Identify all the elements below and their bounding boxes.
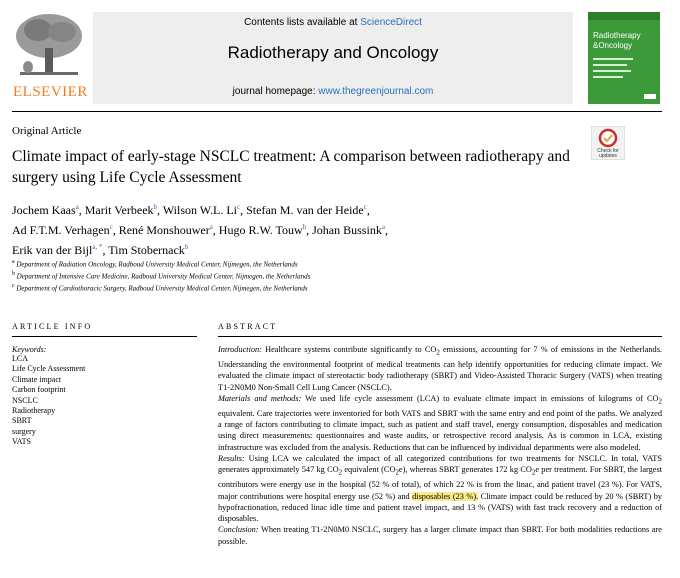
keyword-item: NSCLC <box>12 395 38 405</box>
affiliation-item <box>12 270 532 282</box>
results-text-c: e), whereas SBRT generates 172 kg CO <box>398 465 532 475</box>
homepage-prefix: journal homepage: <box>232 86 319 97</box>
check-label-2: updates <box>599 153 617 159</box>
article-info-heading: ARTICLE INFO <box>12 322 93 331</box>
sub-2: 2 <box>531 469 536 477</box>
affiliation-item <box>12 282 532 294</box>
intro-label: Introduction: <box>218 345 262 354</box>
intro-text-a: Healthcare systems contribute significantly to CO <box>261 345 437 354</box>
elsevier-tree-logo <box>12 10 86 82</box>
conclusion-text: When treating T1-2N0M0 NSCLC, surgery has a larger climate impact than SBRT. For both modalities reductions are possible. <box>218 525 662 546</box>
cover-title-2: &Oncology <box>593 41 633 50</box>
keyword-item: SBRT <box>12 416 32 426</box>
author-name[interactable]: Marit Verbeek <box>84 203 154 217</box>
keyword-item: Radiotherapy <box>12 406 56 416</box>
author-name[interactable]: Erik van der Bijl <box>12 243 93 257</box>
keyword-item: Carbon footprint <box>12 385 66 395</box>
keyword-list <box>12 354 85 448</box>
homepage-line <box>93 86 573 97</box>
cover-title-1: Radiotherapy <box>593 31 641 40</box>
methods-text-a: We used life cycle assessment (LCA) to evaluate climate impact in emissions of kilograms of CO <box>301 393 659 403</box>
methods-text-b: equivalent. Care trajectories were inventoried for both VATS and SBRT with the same entry and end point of the paths. We analyzed a range of factors contributing to climate impact, such as patient and staff travel, energy consumption, disposables and medication using direct measurements: questionnaires and waste audits, or retrospective record analysis. As is common in LCA, existing infrastructure was excluded from the analysis. Reductions that can be influenced by individual departments were also modeled. <box>218 408 662 452</box>
results-label: Results: <box>218 453 245 463</box>
author-name[interactable]: Wilson W.L. Li <box>162 203 238 217</box>
author-affiliation-mark[interactable]: b <box>184 243 189 251</box>
author-affiliation-mark[interactable]: a <box>75 203 79 211</box>
abstract-methods <box>218 393 662 453</box>
author-affiliation-mark[interactable]: c <box>109 223 113 231</box>
author-name[interactable]: Tim Stobernack <box>108 243 185 257</box>
results-text-d: e per treatment. For SBRT, the largest contributors were energy use in the hospital (52 % of total), of which 22 % is from the linac, and patient travel (23 %). For VATS, major contributions were hospital energy use (52 %) and <box>218 465 662 501</box>
author-name[interactable]: Jochem Kaas <box>12 203 76 217</box>
abstract-introduction <box>218 344 662 393</box>
article-title: Climate impact of early-stage NSCLC treatment: A comparison between radiotherapy and surgery using Life Cycle Assessment <box>12 148 570 186</box>
article-type: Original Article <box>12 125 82 137</box>
journal-name: Radiotherapy and Oncology <box>227 43 439 62</box>
header-divider <box>12 111 662 112</box>
author-name[interactable]: Stefan M. van der Heide <box>246 203 364 217</box>
keyword-item: LCA <box>12 354 28 363</box>
contents-prefix: Contents lists available at <box>244 17 361 28</box>
affiliation-label: b <box>12 270 15 277</box>
author-affiliation-mark[interactable]: c <box>237 203 241 211</box>
sub-2: 2 <box>658 398 662 406</box>
keywords-label: Keywords: <box>12 345 47 354</box>
sciencedirect-link[interactable]: ScienceDirect <box>360 17 422 28</box>
intro-text-b: emissions, accounting for 7 % of emissions in the Netherlands. Understanding the environmental footprint of medical treatments can help identify opportunities for reducing climate impact. We evaluated the climate impact of stereotactic body radiotherapy (SBRT) and Video-Assisted Thoracic Surgery (VATS) when treating T1-2N0M0 Non-Small Cell Lung Cancer (NSCLC). <box>218 345 662 392</box>
affiliation-text: Department of Intensive Care Medicine, Radboud University Medical Center, Nijmegen, the Netherlands <box>14 272 311 281</box>
author-name[interactable]: Ad F.T.M. Verhagen <box>12 223 110 237</box>
abstract-conclusion <box>218 524 662 547</box>
affiliation-item <box>12 258 532 270</box>
sub-2: 2 <box>395 469 399 477</box>
abstract-body <box>218 344 662 547</box>
keyword-item: Life Cycle Assessment <box>12 364 86 374</box>
results-text-b: equivalent (CO <box>342 465 396 475</box>
affiliation-label: c <box>12 282 15 289</box>
elsevier-wordmark: ELSEVIER <box>13 84 88 100</box>
author-affiliation-mark[interactable]: a <box>381 223 385 231</box>
sub-2: 2 <box>338 469 343 477</box>
highlighted-disposables: disposables (23 %). <box>412 491 479 501</box>
author-affiliation-mark[interactable]: b <box>153 203 158 211</box>
abstract-heading: ABSTRACT <box>218 322 278 331</box>
conclusion-label: Conclusion: <box>218 525 259 535</box>
check-label-1: Check for <box>597 148 619 154</box>
affiliation-text: Department of Radiation Oncology, Radboud University Medical Center, Nijmegen, the Netherlands <box>14 260 298 269</box>
author-affiliation-mark[interactable]: a <box>209 223 213 231</box>
methods-label: Materials and methods: <box>218 393 302 403</box>
homepage-link[interactable]: www.thegreenjournal.com <box>318 86 434 97</box>
keyword-item: Climate impact <box>12 374 62 384</box>
keyword-item: VATS <box>12 437 31 447</box>
journal-cover-thumbnail[interactable] <box>588 12 660 104</box>
abstract-divider <box>218 336 662 337</box>
author-affiliation-mark[interactable]: c <box>363 203 367 211</box>
results-text-a: Using LCA we calculated the impact of all categorized contributions for two treatments for NSCLC. In total, VATS generates approximately 547 kg CO <box>218 453 662 475</box>
article-info-divider <box>12 336 197 337</box>
check-for-updates-badge[interactable] <box>591 126 625 160</box>
author-name[interactable]: Hugo R.W. Touw <box>218 223 303 237</box>
affiliation-text: Department of Cardiothoracic Surgery, Radboud University Medical Center, Nijmegen, the Netherlands <box>14 284 308 293</box>
keyword-item: surgery <box>12 426 36 436</box>
author-name[interactable]: Johan Bussink <box>312 223 382 237</box>
sub-2: 2 <box>436 349 440 357</box>
affiliation-list <box>12 258 532 294</box>
affiliation-label: a <box>12 259 15 265</box>
author-name[interactable]: René Monshouwer <box>118 223 210 237</box>
author-affiliation-mark[interactable]: a, * <box>92 243 103 251</box>
contents-line <box>93 17 573 28</box>
results-text-e: Climate impact could be reduced by 20 % (SBRT) by hypofractionation, reduced linac idle time and patient travel impact, and 13 % (VATS) with fast track recovery and a reduction of disposables. <box>218 491 662 524</box>
author-affiliation-mark[interactable]: b <box>302 223 307 231</box>
abstract-results <box>218 453 662 524</box>
author-list: Jochem Kaas$^a$, Marit Verbeek$^b$, Wilson W.L. Li$^c$, Stefan M. van der Heide$^c$, Ad F.T.M. Verhagen$^c$, René Monshouwer$^a$, Hugo R.W. Touw$^b$, Johan Bussink$^a$, Erik van der Bijl$^{a, *}$, Tim Stobernack$^b$ <box>12 203 388 257</box>
